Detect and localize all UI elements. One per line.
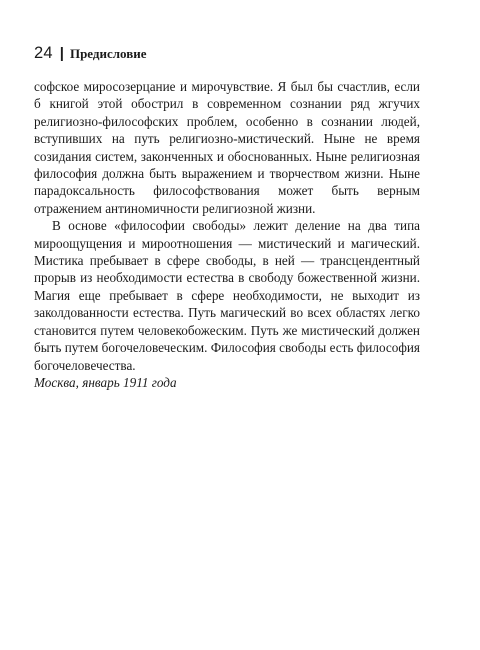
section-title: Предисловие — [69, 46, 147, 61]
header-separator: | — [59, 45, 64, 62]
body-text — [34, 78, 420, 391]
signature-place-date: Москва, январь 1911 года — [34, 374, 177, 390]
paragraph-2: В основе «философии свободы» лежит деление на два типа мироощущения и мироотношения — мистический и магический. Мистика пребывает в сфере свободы, в ней — трансцендентный прорыв из необходимости естества в свободу божественной жизни. Магия еще пребывает в сфере необходимости, не выходит из заколдованности естества. Путь магический во всех областях легко становится путем человекобожеским. Путь же мистический должен быть путем богочеловеческим. Философия свободы есть философия богочеловечества. — [34, 218, 420, 373]
paragraph-1: софское миросозерцание и мирочувствие. Я был бы счастлив, если б книгой этой обострил в современном сознании ряд жгучих религиозно-философских проблем, особенно в сознании людей, вступивших на путь религиозно-мистический. Ныне не время созидания систем, законченных и обоснованных. Ныне религиозная философия должна быть выражением и творчеством жизни. Ныне парадоксальность философствования может быть верным отражением антиномичности религиозной жизни. — [34, 79, 420, 216]
page-header — [34, 44, 147, 63]
page-number: 24 — [34, 44, 53, 62]
